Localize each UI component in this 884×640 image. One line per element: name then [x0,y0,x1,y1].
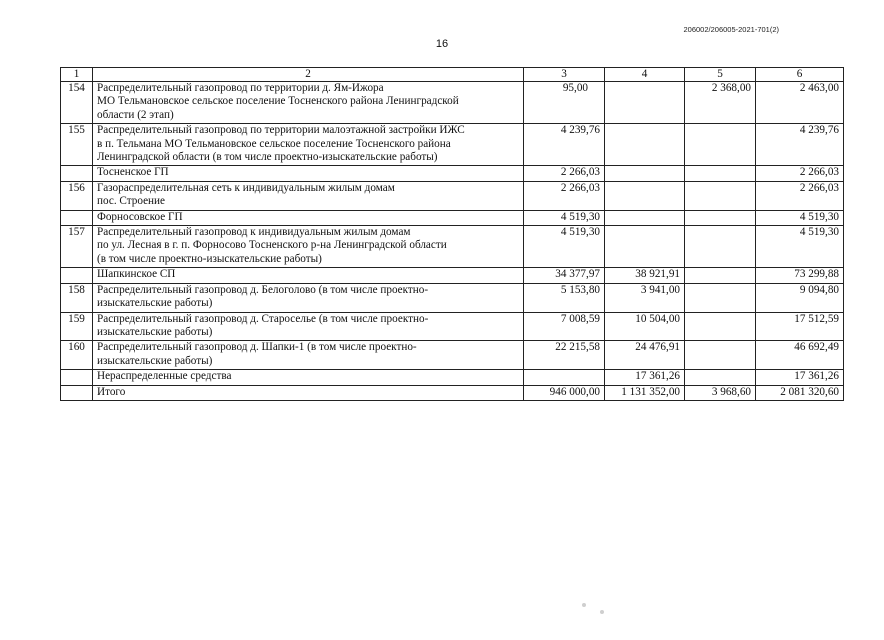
table-row [61,312,844,341]
scan-speck [600,610,604,614]
amount-cell-c6: 4 519,30 [756,210,844,225]
item-name-cell [93,124,524,166]
item-name-cell [93,283,524,312]
item-name-cell [93,385,524,400]
amount-cell-c5 [685,341,756,370]
item-name-cell [93,370,524,385]
item-name-line: Нераспределенные средства [97,370,232,383]
column-header: 1 [61,68,93,82]
item-name-line: Распределительный газопровод д. Белоголово (в том числе проектно- [97,283,429,296]
amount-cell-c4: 10 504,00 [605,312,685,341]
amount-cell-c3: 2 266,03 [524,181,605,210]
amount-cell-c6: 17 512,59 [756,312,844,341]
scan-speck [582,603,586,607]
item-name-cell [93,166,524,181]
amount-cell-c6: 17 361,26 [756,370,844,385]
row-number-cell: 159 [61,312,93,341]
table-row [61,226,844,268]
amount-cell-c5 [685,226,756,268]
amount-cell-c4: 38 921,91 [605,268,685,283]
table-row [61,166,844,181]
row-number-cell: 154 [61,82,93,124]
row-number-cell: 155 [61,124,93,166]
row-number-cell: 160 [61,341,93,370]
table-body [61,82,844,401]
amount-cell-c4 [605,82,685,124]
item-name-line: пос. Строение [97,195,165,208]
amount-cell-c4: 1 131 352,00 [605,385,685,400]
budget-table [60,67,844,401]
item-name-line: Распределительный газопровод к индивидуальным жилым домам [97,226,411,239]
row-number-cell [61,210,93,225]
amount-cell-c5 [685,370,756,385]
item-name-line: изыскательские работы) [97,325,213,338]
amount-cell-c5 [685,283,756,312]
table-row [61,385,844,400]
table-row [61,268,844,283]
amount-cell-c4 [605,166,685,181]
amount-cell-c6: 9 094,80 [756,283,844,312]
amount-cell-c5 [685,268,756,283]
amount-cell-c6: 2 266,03 [756,166,844,181]
amount-cell-c6: 2 081 320,60 [756,385,844,400]
amount-cell-c3: 22 215,58 [524,341,605,370]
amount-cell-c6: 4 519,30 [756,226,844,268]
amount-cell-c3: 4 239,76 [524,124,605,166]
amount-cell-c3: 95,00 [524,82,605,124]
amount-cell-c5 [685,312,756,341]
row-number-cell [61,385,93,400]
table-row [61,181,844,210]
amount-cell-c4: 3 941,00 [605,283,685,312]
amount-cell-c5 [685,166,756,181]
amount-cell-c4 [605,226,685,268]
amount-cell-c4: 24 476,91 [605,341,685,370]
amount-cell-c3: 4 519,30 [524,210,605,225]
item-name-line: изыскательские работы) [97,354,213,367]
amount-cell-c3: 7 008,59 [524,312,605,341]
item-name-line: изыскательские работы) [97,297,213,310]
amount-cell-c4 [605,181,685,210]
row-number-cell: 158 [61,283,93,312]
amount-cell-c3: 5 153,80 [524,283,605,312]
amount-cell-c6: 2 463,00 [756,82,844,124]
amount-cell-c4 [605,124,685,166]
amount-cell-c4: 17 361,26 [605,370,685,385]
column-header: 5 [685,68,756,82]
column-header: 2 [93,68,524,82]
item-name-line: по ул. Лесная в г. п. Форносово Тосненского р-на Ленинградской области [97,239,447,252]
item-name-line: области (2 этап) [97,108,174,121]
column-header: 6 [756,68,844,82]
column-header: 3 [524,68,605,82]
item-name-cell [93,341,524,370]
item-name-line: Форносовское ГП [97,210,183,223]
amount-cell-c6: 4 239,76 [756,124,844,166]
row-number-cell: 156 [61,181,93,210]
item-name-cell [93,210,524,225]
item-name-line: Итого [97,385,126,398]
row-number-cell [61,370,93,385]
column-number-row [61,68,844,82]
table-row [61,283,844,312]
item-name-line: Тосненское ГП [97,166,169,179]
item-name-cell [93,226,524,268]
amount-cell-c6: 2 266,03 [756,181,844,210]
item-name-line: Газораспределительная сеть к индивидуальным жилым домам [97,181,395,194]
row-number-cell [61,268,93,283]
amount-cell-c5: 3 968,60 [685,385,756,400]
item-name-line: Распределительный газопровод по территории малоэтажной застройки ИЖС [97,124,465,137]
row-number-cell [61,166,93,181]
item-name-line: в п. Тельмана МО Тельмановское сельское поселение Тосненского района [97,137,451,150]
item-name-cell [93,312,524,341]
item-name-line: Распределительный газопровод д. Староселье (в том числе проектно- [97,312,429,325]
table-row [61,82,844,124]
table-row [61,124,844,166]
item-name-line: Распределительный газопровод по территории д. Ям-Ижора [97,82,384,94]
item-name-line: МО Тельмановское сельское поселение Тосненского района Ленинградской [97,95,459,108]
item-name-cell [93,181,524,210]
item-name-line: Шапкинское СП [97,268,176,281]
amount-cell-c3: 34 377,97 [524,268,605,283]
column-header: 4 [605,68,685,82]
item-name-cell [93,82,524,124]
amount-cell-c3: 4 519,30 [524,226,605,268]
amount-cell-c4 [605,210,685,225]
amount-cell-c6: 73 299,88 [756,268,844,283]
amount-cell-c3 [524,370,605,385]
item-name-line: Распределительный газопровод д. Шапки-1 (в том числе проектно- [97,341,417,354]
amount-cell-c5: 2 368,00 [685,82,756,124]
item-name-line: (в том числе проектно-изыскательские работы) [97,252,322,265]
amount-cell-c5 [685,210,756,225]
page-number: 16 [435,38,449,50]
row-number-cell: 157 [61,226,93,268]
table-row [61,370,844,385]
table-row [61,341,844,370]
amount-cell-c3: 946 000,00 [524,385,605,400]
amount-cell-c3: 2 266,03 [524,166,605,181]
amount-cell-c5 [685,181,756,210]
item-name-line: Ленинградской области (в том числе проектно-изыскательские работы) [97,151,438,164]
table-row [61,210,844,225]
amount-cell-c5 [685,124,756,166]
document-id: 206002/206005-2021-701(2) [683,25,779,34]
amount-cell-c6: 46 692,49 [756,341,844,370]
item-name-cell [93,268,524,283]
